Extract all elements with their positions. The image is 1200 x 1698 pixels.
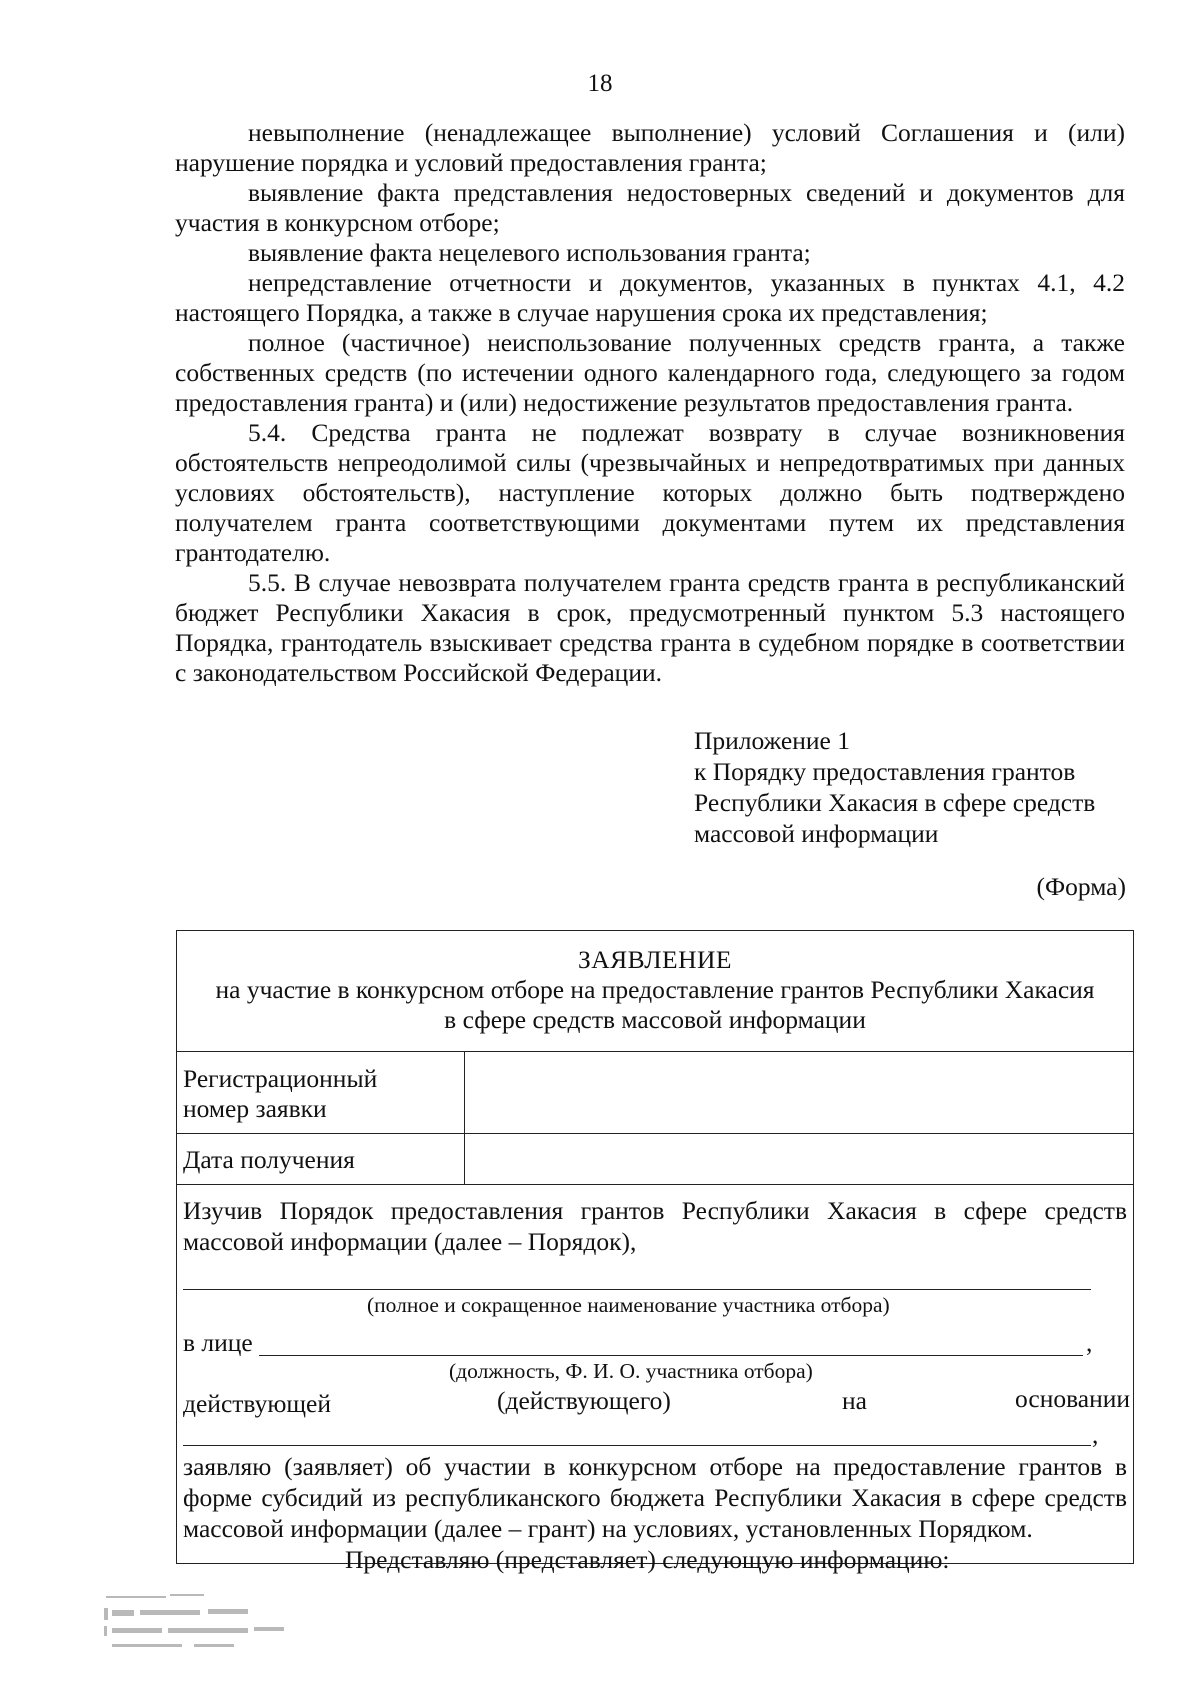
form-title: ЗАЯВЛЕНИЕ <box>577 945 732 974</box>
representative-caption: (должность, Ф. И. О. участника отбора) <box>449 1359 813 1383</box>
paragraph: непредставление отчетности и документов, указанных в пунктах 4.1, 4.2 настоящего Порядка, а также в случае нарушения срока их представления; <box>175 268 1125 327</box>
paragraph: выявление факта представления недостоверных сведений и документов для участия в конкурсном отборе; <box>175 178 1125 237</box>
appendix-line: Приложение 1 <box>694 726 850 755</box>
appendix-heading <box>694 725 1134 849</box>
form-label: (Форма) <box>1036 872 1126 901</box>
form-header <box>177 931 1133 1051</box>
table-column-divider <box>464 1051 465 1184</box>
representative-line[interactable] <box>259 1355 1083 1356</box>
form-subtitle: на участие в конкурсном отборе на предоставление грантов Республики Хакасия <box>215 975 1095 1004</box>
table-divider <box>177 1184 1133 1185</box>
table-divider <box>177 1133 1133 1134</box>
paragraph: невыполнение (ненадлежащее выполнение) условий Соглашения и (или) нарушение порядка и условий предоставления гранта; <box>175 118 1125 177</box>
form-subtitle: в сфере средств массовой информации <box>444 1005 866 1034</box>
body-text <box>175 118 1125 688</box>
basis-line[interactable] <box>183 1445 1091 1446</box>
provide-info-text: Представляю (представляет) следующую информацию: <box>345 1545 950 1574</box>
paragraph: выявление факта нецелевого использования гранта; <box>248 238 811 267</box>
receipt-date-label: Дата получения <box>183 1145 355 1174</box>
acting-label-alt: (действующего) <box>497 1386 671 1415</box>
participant-name-line[interactable] <box>183 1289 1091 1290</box>
on-label: на <box>842 1386 867 1415</box>
intro-text: Изучив Порядок предоставления грантов Республики Хакасия в сфере средств массовой информации (далее – Порядок), <box>183 1196 1127 1256</box>
in-person-label: в лице <box>183 1328 253 1357</box>
basis-label: основании <box>1015 1384 1131 1413</box>
appendix-line: к Порядку предоставления грантов <box>694 757 1076 786</box>
paragraph: полное (частичное) неиспользование полученных средств гранта, а также собственных средств (по истечении одного календарного года, следующего за годом предоставления гранта) и (или) недостижение результатов предоставления гранта. <box>175 328 1125 417</box>
table-divider <box>177 1051 1133 1052</box>
appendix-line: массовой информации <box>694 819 939 848</box>
participant-name-caption: (полное и сокращенное наименование участника отбора) <box>367 1293 890 1317</box>
declaration-text: заявляю (заявляет) об участии в конкурсном отборе на предоставление грантов в форме субсидий из республиканского бюджета Республики Хакасия в сфере средств массовой информации (далее – грант) на условиях, установленных Порядком. <box>183 1452 1127 1543</box>
comma: , <box>1092 1420 1099 1449</box>
reg-number-label: Регистрационный номер заявки <box>183 1064 378 1123</box>
acting-label: действующей <box>183 1389 331 1418</box>
page-number: 18 <box>587 70 613 97</box>
appendix-line: Республики Хакасия в сфере средств <box>694 788 1096 817</box>
paragraph-5-4: 5.4. Средства гранта не подлежат возврату в случае возникновения обстоятельств непреодолимой силы (чрезвычайных и непредотвратимых при данных условиях обстоятельств), наступление которых должно быть подтверждено получателем гранта соответствующими документами путем их представления грантодателю. <box>175 418 1125 567</box>
faded-stamp-mark <box>104 1590 294 1660</box>
paragraph-5-5: 5.5. В случае невозврата получателем гранта средств гранта в республиканский бюджет Республики Хакасия в срок, предусмотренный пунктом 5.3 настоящего Порядка, грантодатель взыскивает средства гранта в судебном порядке в соответствии с законодательством Российской Федерации. <box>175 568 1125 687</box>
comma: , <box>1086 1328 1093 1357</box>
application-form <box>176 930 1134 1574</box>
